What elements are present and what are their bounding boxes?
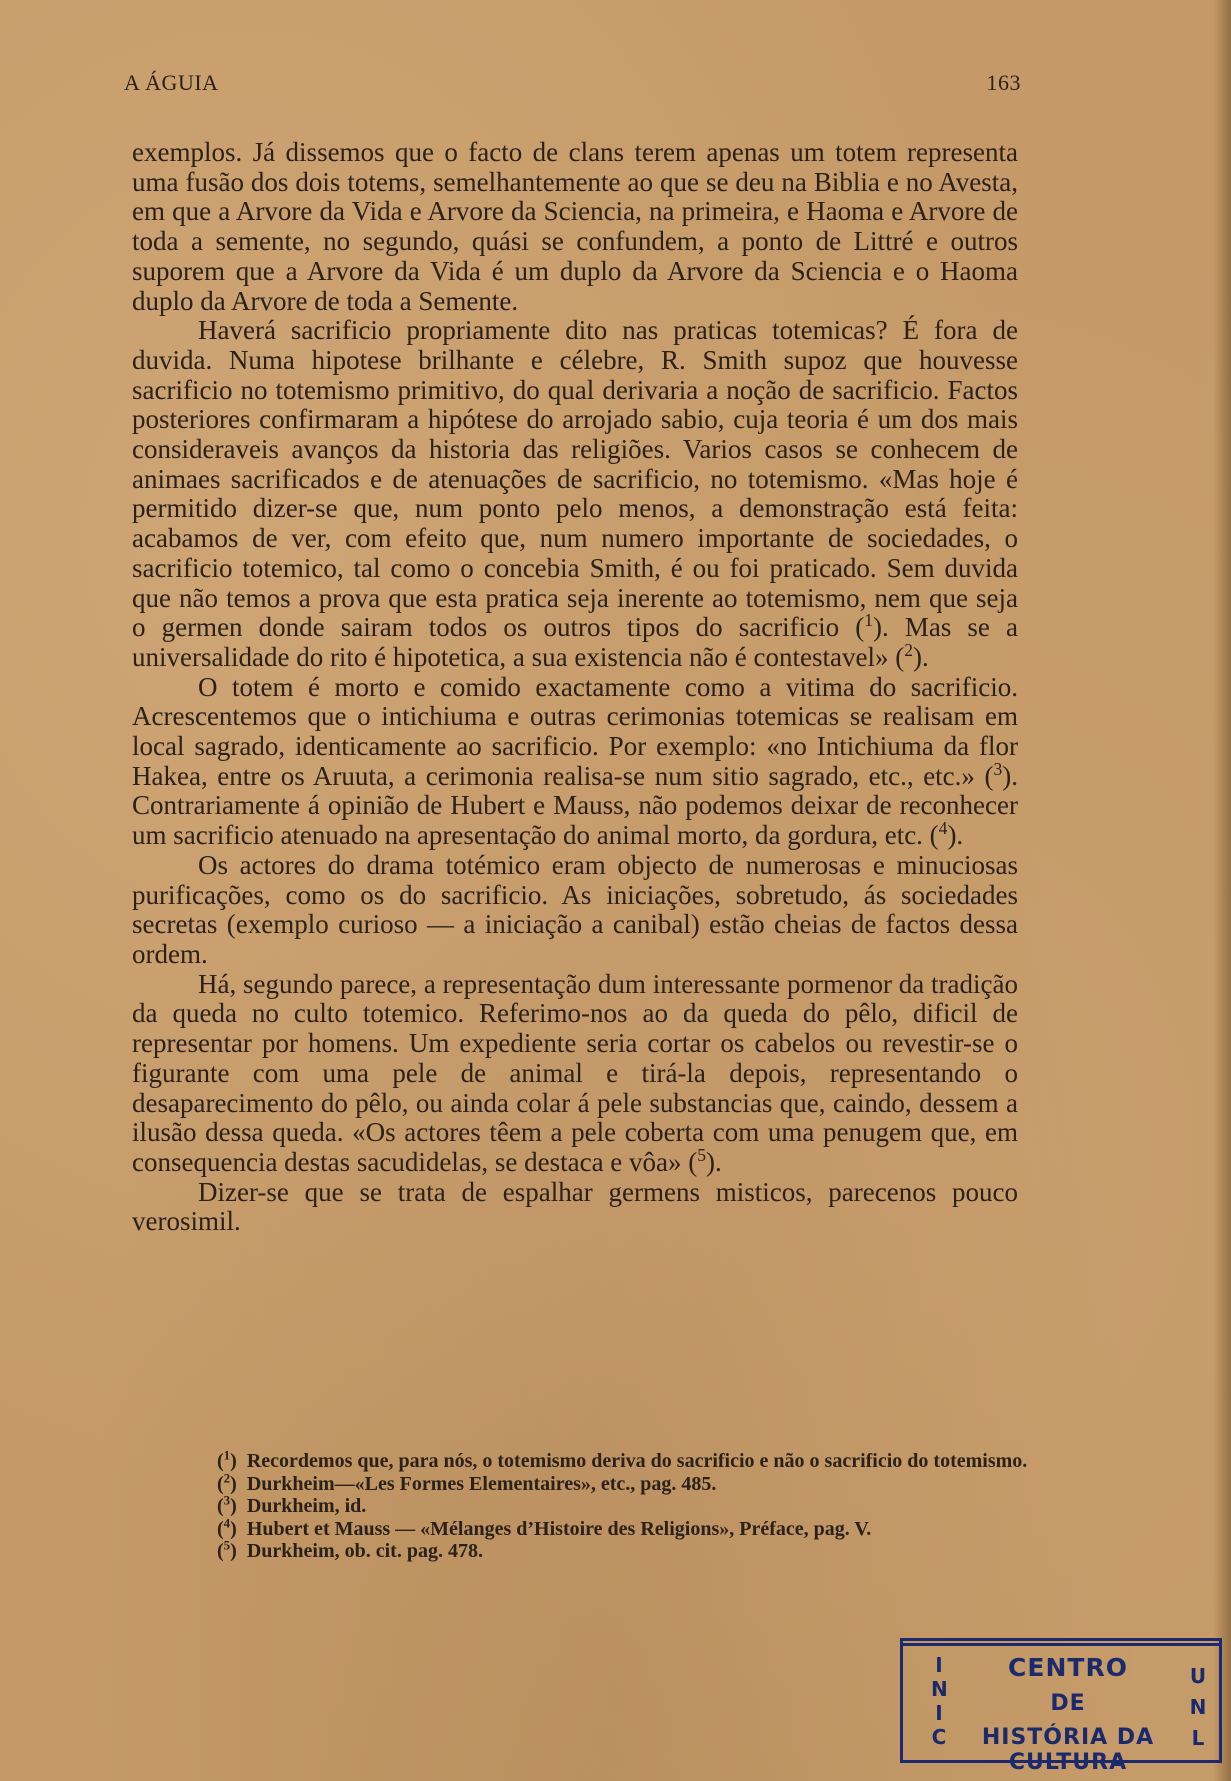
body-text: [132, 138, 1018, 1237]
stamp-letter: C: [931, 1725, 947, 1749]
footnote-ref: 2: [904, 639, 913, 660]
footnote-text: Durkheim—«Les Formes Elementaires», etc., pag. 485.: [246, 1472, 717, 1495]
paragraph: [132, 970, 1018, 1178]
footnote-text: Durkheim, id.: [246, 1495, 367, 1517]
stamp-letter: I: [935, 1653, 943, 1677]
footnote: ($^5$) Durkheim, ob. cit. pag. 478.: [217, 1537, 483, 1562]
paragraph-text: ).: [912, 641, 929, 672]
running-head: [124, 70, 1021, 100]
footnote-marker: 1: [223, 1447, 231, 1463]
stamp-left-letters: [931, 1653, 947, 1749]
footnote-text: Hubert et Mauss — «Mélanges d’Histoire des Religions», Préface, pag. V.: [246, 1517, 872, 1540]
footnote-marker: 2: [223, 1469, 231, 1485]
footnote: ($^3$) Durkheim, id.: [217, 1492, 367, 1517]
footnote: ($^2$) Durkheim—«Les Formes Elementaires», etc., pag. 485.: [217, 1469, 717, 1495]
paragraph: [132, 316, 1018, 672]
paragraph-text: exemplos. Já dissemos que o facto de clans terem apenas um totem representa uma fusão dos dois totems, semelhantemente ao que se deu na Biblia e no Avesta, em que a Arvore da Vida e Arvore da Sciencia, na primeira, e Haoma e Arvore de toda a semente, no segundo, quási se confundem, a ponto de Littré e outros suporem que a Arvore da Vida é um duplo da Arvore da Sciencia e o Haoma duplo da Arvore de toda a Semente.: [132, 137, 1018, 316]
stamp-line: DE: [1050, 1691, 1086, 1716]
footnote-text: Recordemos que, para nós, o totemismo deriva do sacrificio e não o sacrificio do totemismo.: [246, 1450, 1028, 1472]
footnote-ref: 1: [864, 610, 874, 631]
page-number: 163: [986, 70, 1021, 95]
stamp-line: CENTRO: [1008, 1653, 1128, 1682]
footnote-marker: 5: [223, 1537, 231, 1553]
paragraph-text: Dizer-se que se trata de espalhar germens misticos, parecenos pouco verosimil.: [132, 1176, 1018, 1237]
library-stamp: [900, 1638, 1222, 1775]
footnote-marker: 3: [223, 1492, 231, 1508]
stamp-rule: [903, 1643, 1219, 1646]
footnote-ref: 4: [938, 818, 948, 839]
footnote: ($^1$) Recordemos que, para nós, o totemismo deriva do sacrificio e não o sacrificio do totemismo.: [217, 1447, 1028, 1472]
paragraph-text: ).: [947, 820, 964, 851]
footnote-ref: 5: [697, 1144, 707, 1165]
stamp-letter: N: [931, 1677, 948, 1701]
page-edge-shadow: [1213, 0, 1231, 1781]
footnote: ($^4$) Hubert et Mauss — «Mélanges d’Histoire des Religions», Préface, pag. V.: [217, 1514, 872, 1540]
paragraph: [132, 1178, 1018, 1237]
stamp-right-letters: [1189, 1661, 1207, 1754]
footnote-text: Durkheim, ob. cit. pag. 478.: [246, 1540, 483, 1562]
footnote-ref: 3: [993, 758, 1003, 779]
stamp-letter: L: [1191, 1726, 1205, 1750]
stamp-letter: N: [1189, 1695, 1207, 1719]
paragraph-text: ). Mas se a universalidade do rito é hipotetica, a sua existencia não é contestavel» (: [132, 612, 1018, 672]
paragraph-text: Haverá sacrificio propriamente dito nas praticas totemicas? É fora de duvida. Numa hipotese brilhante e célebre, R. Smith supoz que houvesse sacrificio no totemismo primitivo, do qual derivaria a noção de sacrificio. Factos posteriores confirmaram a hipótese do arrojado sabio, cuja teoria é um dos mais consideraveis avanços da historia das religiões. Varios casos se conhecem de animaes sacrificados e de atenuações de sacrificio, no totemismo. «Mas hoje é permitido dizer-se que, num ponto pelo menos, a demonstração está feita: acabamos de ver, com efeito que, num numero importante de sociedades, o sacrificio totemico, tal como o concebia Smith, é ou foi praticado. Sem duvida que não temos a prova que esta pratica seja inerente ao totemismo, nem que seja o germen donde sairam todos os outros tipos do sacrificio (: [132, 315, 1018, 643]
paragraph-text: Os actores do drama totémico eram objecto de numerosas e minuciosas purificações, como os do sacrificio. As iniciações, sobretudo, ás sociedades secretas (exemplo curioso — a iniciação a canibal) estão cheias de factos dessa ordem.: [132, 849, 1018, 969]
footnote-marker: 4: [223, 1514, 231, 1530]
paragraph: [132, 138, 1018, 316]
paragraph: [132, 851, 1018, 970]
footnotes: [132, 1447, 1037, 1563]
paragraph-text: ).: [706, 1146, 722, 1177]
paragraph-text: ). Contrariamente á opinião de Hubert e Mauss, não podemos deixar de reconhecer um sacrificio atenuado na apresentação do animal morto, da gordura, etc. (: [132, 760, 1018, 851]
stamp-letter: I: [935, 1701, 943, 1725]
paragraph-text: O totem é morto e comido exactamente como a vitima do sacrificio. Acrescentemos que o intichiuma e outras cerimonias totemicas se realisam em local sagrado, identicamente ao sacrificio. Por exemplo: «no Intichiuma da flor Hakea, entre os Aruuta, a cerimonia realisa-se num sitio sagrado, etc., etc.» (: [132, 671, 1018, 791]
journal-title: A ÁGUIA: [124, 70, 219, 95]
stamp-letter: U: [1189, 1664, 1207, 1688]
stamp-line: HISTÓRIA DA CULTURA: [981, 1725, 1155, 1775]
paragraph-text: Há, segundo parece, a representação dum interessante pormenor da tradição da queda no culto totemico. Referimo-nos ao da queda do pêlo, dificil de representar por homens. Um expediente seria cortar os cabelos ou revestir-se o figurante com uma pele de animal e tirá-la depois, representando o desaparecimento do pêlo, ou ainda colar á pele substancias que, caindo, dessem a ilusão dessa queda. «Os actores têem a pele coberta com uma penugem que, em consequencia destas sacudidelas, se destaca e vôa» (: [132, 968, 1018, 1177]
paragraph: [132, 673, 1018, 851]
